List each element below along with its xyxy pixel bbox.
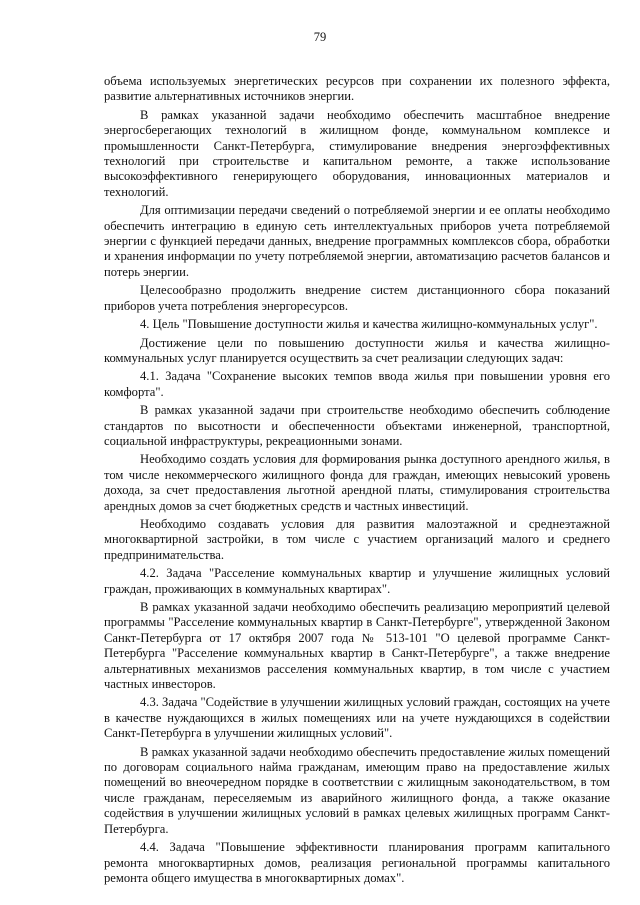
paragraph: В рамках указанной задачи необходимо обеспечить предоставление жилых помещений по договорам социального найма гражданам, имеющим право на предоставление жилых помещений во внеочередном порядке в соответствии с жилищным законодательством, в том числе гражданам, переселяемым из аварийного жилищного фонда, а также оказание содействия в улучшении жилищных условий в рамках целевых жилищных программ Санкт-Петербурга.: [104, 744, 610, 836]
document-body: [104, 74, 610, 889]
paragraph: В рамках указанной задачи необходимо обеспечить масштабное внедрение энергосберегающих технологий в жилищном фонде, коммунальном комплексе и промышленности Санкт-Петербурга, стимулирование внедрения энергоэффективных технологий при строительстве и капитальном ремонте, а также использование высокоэффективного генерирующего оборудования, инновационных материалов и технологий.: [104, 107, 610, 199]
task-heading: 4.2. Задача "Расселение коммунальных квартир и улучшение жилищных условий граждан, проживающих в коммунальных квартирах".: [104, 566, 610, 596]
paragraph: В рамках указанной задачи при строительстве необходимо обеспечить соблюдение стандартов по высотности и обеспеченности объектами инженерной, транспортной, социальной инфраструктуры, рекреационными зонами.: [104, 403, 610, 448]
task-heading: 4.3. Задача "Содействие в улучшении жилищных условий граждан, состоящих на учете в качестве нуждающихся в жилых помещениях или на учете нуждающихся в содействии Санкт-Петербурга в улучшении жилищных условий".: [104, 695, 610, 741]
paragraph: Для оптимизации передачи сведений о потребляемой энергии и ее оплаты необходимо обеспечить интеграцию в единую сеть интеллектуальных приборов учета потребляемой энергии с функцией передачи данных, внедрение программных комплексов сбора, обработки и хранения информации по учету потребляемой энергии, автоматизацию расчетов балансов и потерь энергии.: [104, 203, 610, 279]
task-heading: 4.1. Задача "Сохранение высоких темпов ввода жилья при повышении уровня его комфорта".: [104, 369, 610, 399]
paragraph: Необходимо создавать условия для развития малоэтажной и среднеэтажной многоквартирной застройки, в том числе с участием организаций малого и среднего предпринимательства.: [104, 516, 610, 562]
task-heading: 4.4. Задача "Повышение эффективности планирования программ капитального ремонта многоквартирных домов, реализация региональной программы капитального ремонта общего имущества в многоквартирных домах".: [104, 840, 610, 885]
page-number: 79: [313, 30, 327, 44]
paragraph: Достижение цели по повышению доступности жилья и качества жилищно-коммунальных услуг планируется осуществить за счет реализации следующих задач:: [104, 335, 610, 365]
section-heading: 4. Цель "Повышение доступности жилья и качества жилищно-коммунальных услуг".: [140, 317, 598, 332]
paragraph: В рамках указанной задачи необходимо обеспечить реализацию мероприятий целевой программы "Расселение коммунальных квартир в Санкт-Петербурге", утвержденной Законом Санкт-Петербурга от 17 октября 2007 года № 513-101 "О целевой программе Санкт-Петербурга "Расселение коммунальных квартир в Санкт-Петербурге", а также внедрение альтернативных механизмов расселения коммунальных квартир, в том числе с участием частных инвесторов.: [104, 600, 610, 692]
paragraph: Необходимо создать условия для формирования рынка доступного арендного жилья, в том числе некоммерческого жилищного фонда для граждан, имеющих невысокий уровень дохода, за счет предоставления льготной арендной платы, стимулирования строительства арендных домов за счет бюджетных средств и частных инвестиций.: [104, 452, 610, 513]
paragraph: объема используемых энергетических ресурсов при сохранении их полезного эффекта, развитие альтернативных источников энергии.: [104, 74, 610, 104]
paragraph: Целесообразно продолжить внедрение систем дистанционного сбора показаний приборов учета потребления энергоресурсов.: [104, 283, 610, 313]
